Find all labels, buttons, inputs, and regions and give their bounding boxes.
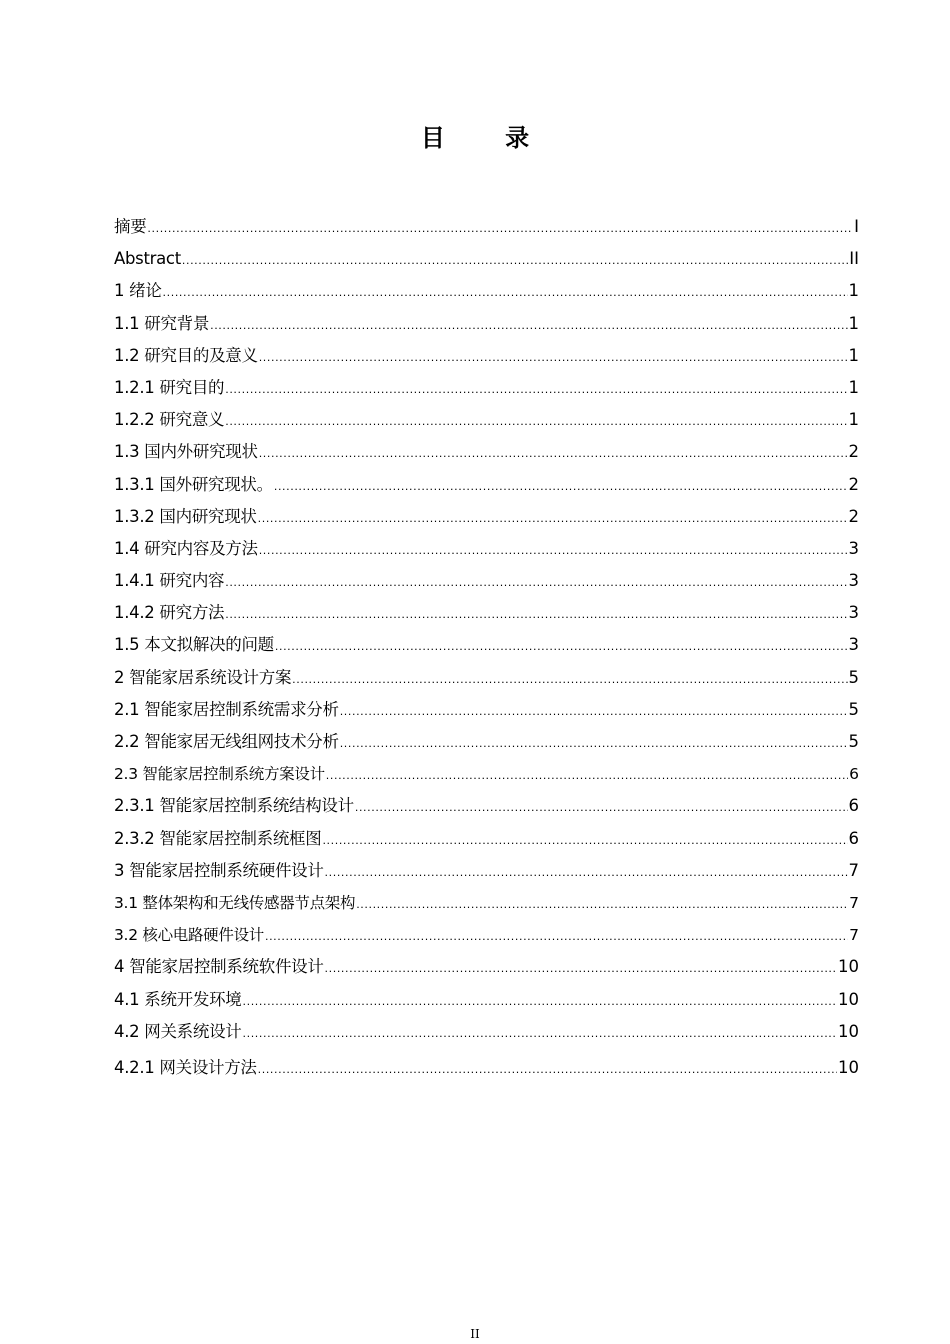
toc-leader-dots xyxy=(210,310,847,340)
toc-page-number: 2 xyxy=(848,442,859,462)
toc-label: 3.2 核心电路硬件设计 xyxy=(114,926,264,945)
toc-leader-dots xyxy=(258,1054,837,1084)
toc-leader-dots xyxy=(243,986,838,1016)
toc-label: 2 智能家居系统设计方案 xyxy=(114,667,292,687)
toc-label: 2.1 智能家居控制系统需求分析 xyxy=(114,699,339,719)
toc-page-number: 3 xyxy=(848,635,859,655)
toc-entry-1-4[interactable] xyxy=(114,533,859,565)
toc-leader-dots xyxy=(265,921,848,951)
toc-leader-dots xyxy=(259,535,848,565)
toc-page-number: 5 xyxy=(848,699,859,719)
toc-entry-2[interactable] xyxy=(114,662,859,694)
toc-page-number: 6 xyxy=(848,796,859,816)
toc-page-number: 3 xyxy=(848,603,859,623)
page-number: II xyxy=(470,1327,480,1341)
toc-page-number: 10 xyxy=(838,1021,859,1041)
toc-entry-4-1[interactable] xyxy=(114,984,859,1016)
toc-page-number: 1 xyxy=(848,281,859,301)
toc-leader-dots xyxy=(259,438,848,468)
toc-entry-3-1[interactable] xyxy=(114,887,859,919)
toc-entry-1-2-2[interactable] xyxy=(114,404,859,436)
page-title: 目 录 xyxy=(420,124,556,152)
toc-page-number: 10 xyxy=(838,957,859,977)
toc-leader-dots xyxy=(225,567,847,597)
toc-label: 2.3.2 智能家居控制系统框图 xyxy=(114,828,322,848)
toc-label: 4.2 网关系统设计 xyxy=(114,1021,242,1041)
toc-leader-dots xyxy=(325,857,848,887)
toc-page-number: I xyxy=(854,217,859,236)
toc-entry-3[interactable] xyxy=(114,855,859,887)
toc-entry-1-3-1[interactable] xyxy=(114,469,859,501)
toc-leader-dots xyxy=(275,631,848,661)
toc-label: 1.3.2 国内研究现状 xyxy=(114,506,257,526)
toc-page-number: 1 xyxy=(848,313,859,333)
toc-leader-dots xyxy=(322,825,847,855)
toc-entry-4-2-1[interactable] xyxy=(114,1052,859,1084)
toc-label: Abstract xyxy=(114,249,181,269)
toc-entry-2-3-1[interactable] xyxy=(114,790,859,822)
toc-label: 1.2.2 研究意义 xyxy=(114,410,225,430)
toc-label: 4.2.1 网关设计方法 xyxy=(114,1057,257,1077)
toc-entry-4[interactable] xyxy=(114,951,859,983)
toc-page-number: 1 xyxy=(848,377,859,397)
toc-entry-2-2[interactable] xyxy=(114,726,859,758)
toc-leader-dots xyxy=(182,245,848,275)
toc-page-number: 6 xyxy=(849,765,859,784)
toc-page-number: 10 xyxy=(838,1057,859,1077)
toc-page-number: 5 xyxy=(848,667,859,687)
toc-entry-1-5[interactable] xyxy=(114,629,859,661)
toc-label: 1.4.2 研究方法 xyxy=(114,603,225,623)
toc-label: 摘要 xyxy=(114,217,147,236)
toc-leader-dots xyxy=(225,406,847,436)
toc-entry-1-3-2[interactable] xyxy=(114,501,859,533)
toc-label: 2.2 智能家居无线组网技术分析 xyxy=(114,732,339,751)
toc-leader-dots xyxy=(147,213,853,243)
toc-leader-dots xyxy=(326,760,848,790)
toc-label: 4 智能家居控制系统软件设计 xyxy=(114,957,324,977)
toc-entry-1[interactable] xyxy=(114,275,859,307)
toc-entry-1-4-2[interactable] xyxy=(114,597,859,629)
toc-page-number: 2 xyxy=(848,506,859,526)
toc-label: 1.4.1 研究内容 xyxy=(114,571,225,591)
toc-page-number: 1 xyxy=(848,345,859,365)
toc-entry-2-3[interactable] xyxy=(114,758,859,790)
toc-label: 1.2.1 研究目的 xyxy=(114,377,225,397)
toc-leader-dots xyxy=(356,889,848,919)
toc-label: 2.3.1 智能家居控制系统结构设计 xyxy=(114,796,354,816)
toc-entry-1-2-1[interactable] xyxy=(114,372,859,404)
toc-page-number: 3 xyxy=(848,571,859,591)
toc-leader-dots xyxy=(259,342,848,372)
toc-leader-dots xyxy=(292,664,847,694)
toc-entry-1-3[interactable] xyxy=(114,436,859,468)
toc-label: 4.1 系统开发环境 xyxy=(114,989,242,1009)
toc-page-number: 7 xyxy=(848,860,859,880)
toc-leader-dots xyxy=(225,599,847,629)
toc-label: 1.3 国内外研究现状 xyxy=(114,442,258,462)
toc-page-number: 2 xyxy=(848,474,859,494)
toc-page-number: 10 xyxy=(838,989,859,1009)
toc-label: 2.3 智能家居控制系统方案设计 xyxy=(114,765,325,784)
toc-entry-4-2[interactable] xyxy=(114,1016,859,1048)
toc-label: 3.1 整体架构和无线传感器节点架构 xyxy=(114,893,356,912)
toc-leader-dots xyxy=(225,374,847,404)
toc-entry-1-1[interactable] xyxy=(114,308,859,340)
table-of-contents xyxy=(114,211,859,1084)
toc-page-number: 5 xyxy=(848,732,859,751)
toc-leader-dots xyxy=(325,953,837,983)
toc-label: 3 智能家居控制系统硬件设计 xyxy=(114,860,324,880)
toc-label: 1.5 本文拟解决的问题 xyxy=(114,635,274,655)
toc-entry-1-4-1[interactable] xyxy=(114,565,859,597)
toc-leader-dots xyxy=(163,277,848,307)
toc-leader-dots xyxy=(340,728,848,758)
toc-entry-3-2[interactable] xyxy=(114,919,859,951)
toc-label: 1.1 研究背景 xyxy=(114,313,210,333)
toc-entry-abstract-cn[interactable] xyxy=(114,211,859,243)
toc-page-number: 3 xyxy=(848,538,859,558)
toc-leader-dots xyxy=(258,503,848,533)
toc-page-number: 6 xyxy=(848,828,859,848)
toc-entry-1-2[interactable] xyxy=(114,340,859,372)
toc-page-number: 1 xyxy=(848,410,859,430)
toc-label: 1.4 研究内容及方法 xyxy=(114,538,258,558)
toc-entry-2-3-2[interactable] xyxy=(114,823,859,855)
toc-page-number: II xyxy=(849,249,859,269)
toc-label: 1.3.1 国外研究现状。 xyxy=(114,474,273,494)
toc-leader-dots xyxy=(340,696,848,726)
toc-entry-abstract-en[interactable] xyxy=(114,243,859,275)
toc-page-number: 7 xyxy=(849,926,859,945)
toc-leader-dots xyxy=(274,471,848,501)
toc-page-number: 7 xyxy=(849,893,859,912)
toc-label: 1 绪论 xyxy=(114,281,162,301)
toc-label: 1.2 研究目的及意义 xyxy=(114,345,258,365)
toc-leader-dots xyxy=(243,1018,838,1048)
toc-entry-2-1[interactable] xyxy=(114,694,859,726)
toc-leader-dots xyxy=(355,792,848,822)
